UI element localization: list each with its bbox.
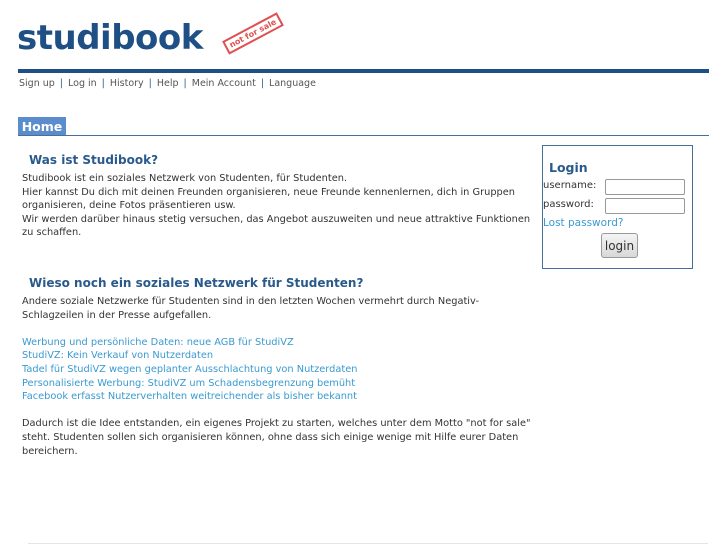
tab-divider (18, 135, 709, 136)
login-button[interactable]: login (601, 233, 638, 258)
news-link[interactable]: Tadel für StudiVZ wegen geplanter Ausschlachtung von Nutzerdaten (22, 363, 358, 375)
separator: | (59, 78, 63, 89)
separator: | (148, 78, 152, 89)
footer-divider (28, 543, 708, 544)
news-link[interactable]: StudiVZ: Kein Verkauf von Nutzerdaten (22, 350, 214, 362)
paragraph-line: Wir werden darüber hinaus stetig versuchen, das Angebot auszuweiten und neue attraktive Funktionen zu schaffen. (22, 213, 531, 239)
login-box (542, 145, 693, 269)
not-for-sale-stamp: not for sale (222, 12, 284, 54)
nav-history[interactable]: History (109, 78, 144, 89)
separator: | (101, 78, 105, 89)
paragraph-line: Hier kannst Du dich mit deinen Freunden organisieren, neue Freunde kennenlernen, dich in Gruppen organisieren, deine Fotos präsentieren usw. (22, 186, 516, 212)
separator: | (260, 78, 265, 89)
nav-mein-account[interactable]: Mein Account (191, 78, 256, 89)
username-input[interactable] (605, 179, 685, 195)
paragraph-line: Studibook ist ein soziales Netzwerk von Studenten, für Studenten. (22, 173, 348, 184)
nav-sign-up[interactable]: Sign up (19, 78, 55, 89)
paragraph-intro: Andere soziale Netzwerke für Studenten sind in den letzten Wochen vermehrt durch Negativ-Schlagzeilen in der Presse aufgefallen. (22, 296, 480, 321)
logo[interactable]: studibook (17, 18, 203, 58)
lost-password-link[interactable]: Lost password? (543, 217, 624, 229)
section-title-what: Was ist Studibook? (29, 153, 159, 167)
news-link[interactable]: Personalisierte Werbung: StudiVZ um Schadensbegrenzung bemüht (22, 377, 356, 389)
paragraph-outro: Dadurch ist die Idee entstanden, ein eigenes Projekt zu starten, welches unter dem Motto "not for sale" steht. Studenten sollen sich organisieren können, ohne dass sich einige wenige mit Hilfe eurer Daten bereichern. (22, 418, 531, 457)
section-why-text (22, 295, 537, 458)
section-title-why: Wieso noch ein soziales Netzwerk für Studenten? (29, 276, 364, 290)
nav-language[interactable]: Language (269, 78, 316, 89)
nav-help[interactable]: Help (156, 78, 179, 89)
nav-log-in[interactable]: Log in (68, 78, 97, 89)
section-what-text (22, 172, 537, 240)
username-label: username: (543, 180, 597, 191)
tab-home[interactable]: Home (18, 117, 66, 135)
password-input[interactable] (605, 198, 685, 214)
header-bar (18, 69, 709, 73)
news-link[interactable]: Facebook erfasst Nutzerverhalten weitreichender als bisher bekannt (22, 391, 357, 403)
top-nav (19, 78, 316, 89)
login-title: Login (549, 160, 588, 175)
separator: | (183, 78, 187, 89)
password-label: password: (543, 199, 594, 210)
news-link[interactable]: Werbung und persönliche Daten: neue AGB für StudiVZ (22, 336, 294, 348)
